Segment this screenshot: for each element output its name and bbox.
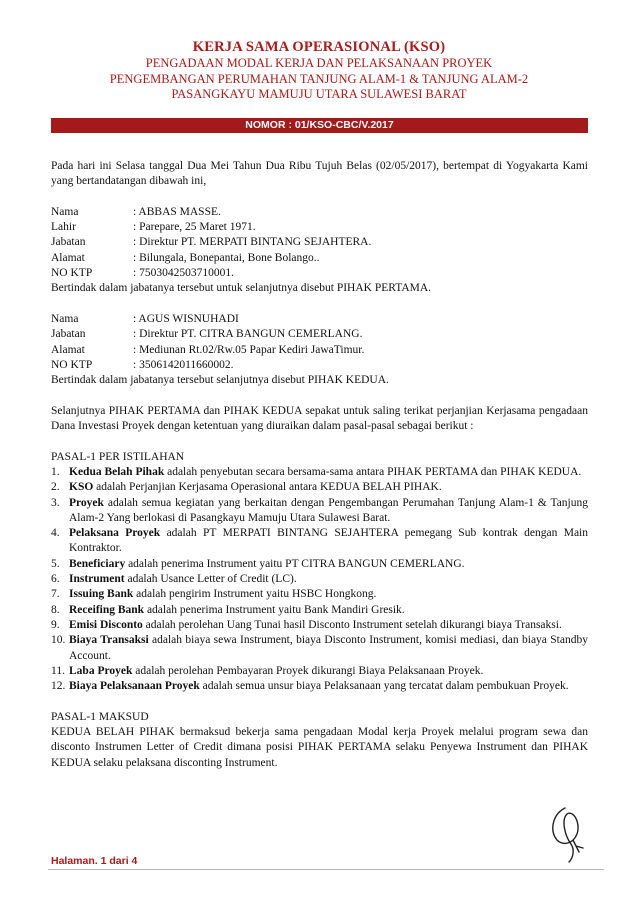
party-one-closing: Bertindak dalam jabatanya tersebut untuk selanjutnya disebut PIHAK PERTAMA. <box>51 282 432 295</box>
field-value: : Parepare, 25 Maret 1971. <box>133 221 256 234</box>
list-item <box>51 664 588 679</box>
item-term: Emisi Disconto <box>69 618 143 631</box>
party-one-block <box>51 205 588 297</box>
item-description: adalah Perjanjian Kerjasama Operasional antara KEDUA BELAH PIHAK. <box>93 481 442 494</box>
document-number-bar: NOMOR : 01/KSO-CBC/V.2017 <box>51 118 588 133</box>
pasal-1-heading: PASAL-1 PER ISTILAHAN <box>51 450 185 463</box>
item-description: adalah biaya sewa Instrument, biaya Disconto Instrument, komisi mediasi, dan biaya Standby Account. <box>69 634 588 662</box>
party-one-row <box>51 205 588 220</box>
document-header <box>0 38 638 103</box>
opening-paragraph: Pada hari ini Selasa tanggal Dua Mei Tahun Dua Ribu Tujuh Belas (02/05/2017), bertempat di Yogyakarta Kami yang bertandatangan dibawah ini, <box>51 160 588 188</box>
field-label: Alamat <box>51 343 85 356</box>
item-term: Issuing Bank <box>69 588 134 601</box>
item-term: Biaya Pelaksanaan Proyek <box>69 680 200 693</box>
list-item <box>51 603 588 618</box>
item-term: Kedua Belah Pihak <box>69 465 165 478</box>
item-description: adalah perolehan Pembayaran Proyek dikurangi Biaya Pelaksanaan Proyek. <box>132 664 484 677</box>
field-label: Jabatan <box>51 328 86 341</box>
field-label: NO KTP <box>51 267 93 280</box>
party-two-row <box>51 312 588 327</box>
item-number: 12. <box>51 680 66 693</box>
item-number: 6. <box>51 573 60 586</box>
item-term: Instrument <box>69 573 125 586</box>
item-number: 5. <box>51 557 60 570</box>
definitions-list <box>51 465 588 694</box>
item-term: Laba Proyek <box>69 664 133 677</box>
pasal-2-text: KEDUA BELAH PIHAK bermaksud bekerja sama pengadaan Modal kerja Proyek melalui program sewa dan disconto Instrumen Letter of Credit dimana posisi PIHAK PERTAMA selaku Penyewa Instrument dan PIHAK KEDUA selaku pelaksana disconting Instrument. <box>51 725 588 769</box>
item-number: 2. <box>51 481 60 494</box>
party-two-row <box>51 327 588 342</box>
pasal-2-heading: PASAL-1 MAKSUD <box>51 710 149 723</box>
field-value: : 3506142011660002. <box>133 358 234 371</box>
field-label: Nama <box>51 205 79 218</box>
list-item <box>51 618 588 633</box>
item-number: 7. <box>51 588 60 601</box>
party-two-closing: Bertindak dalam jabatanya tersebut selanjutnya disebut PIHAK KEDUA. <box>51 374 389 387</box>
document-title: KERJA SAMA OPERASIONAL (KSO) <box>192 39 446 55</box>
item-description: adalah semua unsur biaya Pelaksanaan yang tercatat dalam pembukuan Proyek. <box>199 680 569 693</box>
party-two-row <box>51 358 588 373</box>
field-label: NO KTP <box>51 358 93 371</box>
list-item <box>51 679 588 694</box>
item-description: adalah penerima Instrument yaitu Bank Mandiri Gresik. <box>144 603 405 616</box>
item-term: Receifing Bank <box>69 603 145 616</box>
item-term: Biaya Transaksi <box>69 634 149 647</box>
party-two-row <box>51 343 588 358</box>
subtitle-line-2: PENGEMBANGAN PERUMAHAN TANJUNG ALAM-1 & TANJUNG ALAM-2 <box>109 71 529 86</box>
list-item <box>51 526 588 557</box>
item-number: 1. <box>51 465 60 478</box>
subtitle-line-3: PASANGKAYU MAMUJU UTARA SULAWESI BARAT <box>171 87 467 101</box>
list-item <box>51 480 588 495</box>
item-number: 10. <box>51 634 66 647</box>
item-term: KSO <box>69 481 94 494</box>
item-description: adalah perolehan Uang Tunai hasil Disconto Instrument setelah dikurangi biaya Transaksi. <box>142 618 562 631</box>
item-number: 9. <box>51 618 60 631</box>
item-number: 11. <box>51 664 65 677</box>
page-number-label: Halaman. 1 dari 4 <box>51 855 138 867</box>
field-value: : Mediunan Rt.02/Rw.05 Papar Kediri JawaTimur. <box>133 343 365 356</box>
list-item <box>51 633 588 664</box>
list-item <box>51 572 588 587</box>
list-item <box>51 587 588 602</box>
field-value: : 7503042503710001. <box>133 267 234 280</box>
item-description: adalah PT MERPATI BINTANG SEJAHTERA pemegang Sub kontrak dengan Main Kontraktor. <box>69 527 588 555</box>
item-description: adalah penerima Instrument yaitu PT CITRA BANGUN CEMERLANG. <box>125 557 465 570</box>
agreement-intro: Selanjutnya PIHAK PERTAMA dan PIHAK KEDUA sepakat untuk saling terikat perjanjian Kerjasama pengadaan Dana Investasi Proyek dengan ketentuan yang diuraikan dalam pasal-pasal sebagai berikut : <box>51 404 588 433</box>
list-item <box>51 557 588 572</box>
field-label: Alamat <box>51 251 85 264</box>
field-label: Jabatan <box>51 236 86 249</box>
document-body <box>51 159 588 771</box>
signature-mark <box>543 800 593 864</box>
field-value: : ABBAS MASSE. <box>133 205 221 218</box>
item-term: Beneficiary <box>69 557 126 570</box>
field-value: : Bilungala, Bonepantai, Bone Bolango.. <box>133 251 320 264</box>
item-description: adalah pengirim Instrument yaitu HSBC Hongkong. <box>133 588 377 601</box>
list-item <box>51 496 588 527</box>
item-description: adalah Usance Letter of Credit (LC). <box>124 573 297 586</box>
item-term: Proyek <box>69 496 104 509</box>
item-description: adalah penyebutan secara bersama-sama antara PIHAK PERTAMA dan PIHAK KEDUA. <box>164 465 582 478</box>
field-label: Lahir <box>51 221 76 234</box>
footer-divider <box>48 869 604 870</box>
party-one-row <box>51 220 588 235</box>
item-term: Pelaksana Proyek <box>69 527 161 540</box>
party-one-row <box>51 235 588 250</box>
field-value: : Direktur PT. MERPATI BINTANG SEJAHTERA. <box>133 236 372 249</box>
field-label: Nama <box>51 312 79 325</box>
field-value: : AGUS WISNUHADI <box>133 312 239 325</box>
item-number: 4. <box>51 527 60 540</box>
item-number: 3. <box>51 496 60 509</box>
field-value: : Direktur PT. CITRA BANGUN CEMERLANG. <box>133 328 363 341</box>
subtitle-line-1: PENGADAAN MODAL KERJA DAN PELAKSANAAN PROYEK <box>145 56 493 70</box>
item-number: 8. <box>51 603 60 616</box>
party-one-row <box>51 251 588 266</box>
party-one-row <box>51 266 588 281</box>
list-item <box>51 465 588 480</box>
party-two-block <box>51 312 588 388</box>
item-description: adalah semua kegiatan yang berkaitan dengan Pengembangan Perumahan Tanjung Alam-1 & Tanjung Alam-2 Yang berlokasi di Pasangkayu Mamuju Utara Sulawesi Barat. <box>69 496 588 524</box>
